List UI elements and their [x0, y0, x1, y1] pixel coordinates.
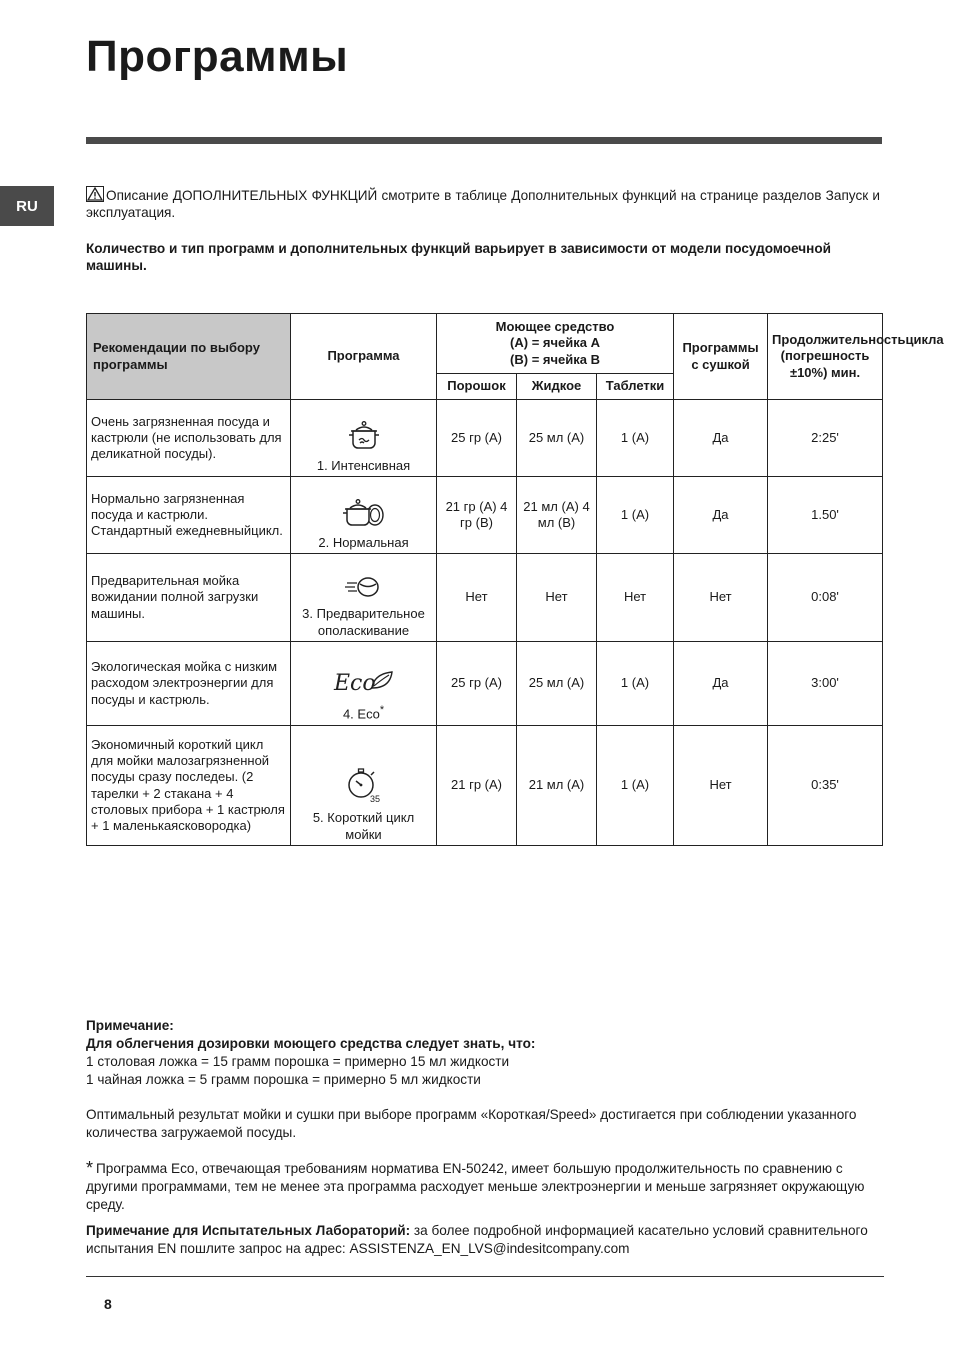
eco-note-text: Программа Eco, отвечающая требованиям норматива EN-50242, имеет большую продолжительность по сравнению с другими программами, тем не менее эта программа расходует меньше электроэнергии и меньше загрязняет окружающую среду.: [86, 1161, 865, 1212]
header-detergent: [437, 314, 674, 374]
eco-leaf-icon: [332, 666, 396, 696]
intro-warning-text: Описание ДОПОЛНИТЕЛЬНЫХ ФУНКЦИЙ смотрите в таблице Дополнительных функций на странице разделов Запуск и эксплуатация.: [86, 188, 880, 220]
row-powder: Нет: [437, 554, 517, 642]
row-drying: Да: [674, 400, 768, 477]
eco-icon-text: Eco: [333, 671, 376, 697]
row-powder: 21 гр (A) 4 гр (B): [437, 477, 517, 554]
row-liquid: Нет: [517, 554, 597, 642]
row-program: [291, 642, 437, 726]
stopwatch-icon-text: 35: [369, 794, 380, 805]
row-powder: 21 гр (A): [437, 726, 517, 846]
row-liquid: 21 мл (A): [517, 726, 597, 846]
header-detergent-a: (A) = ячейка A: [510, 335, 600, 351]
row-program-label: 5. Короткий цикл мойки: [312, 810, 415, 842]
row-powder: 25 гр (A): [437, 642, 517, 726]
header-recommendation: Рекомендации по выбору программы: [87, 314, 291, 400]
row-recommendation: Очень загрязненная посуда и кастрюли (не использовать для деликатной посуды).: [87, 400, 291, 477]
model-variation-note: Количество и тип программ и дополнительных функций варьирует в зависимости от модели посудомоечной машины.: [86, 241, 832, 273]
header-detergent-title: Моющее средство: [495, 319, 615, 335]
row-program-label: 3. Предварительное ополаскивание: [302, 606, 425, 638]
row-tablets: 1 (A): [597, 642, 674, 726]
pot-intensive-icon: [344, 418, 384, 452]
page-number: 8: [104, 1296, 112, 1312]
notes-heading: Примечание:: [86, 1018, 174, 1033]
row-program: [291, 400, 437, 477]
row-liquid: 25 мл (A): [517, 400, 597, 477]
header-drying: Программы с сушкой: [674, 314, 768, 400]
table-row: [87, 726, 883, 846]
row-liquid: 25 мл (A): [517, 642, 597, 726]
table-row: [87, 477, 883, 554]
row-program-label: 2. Нормальная: [318, 534, 409, 550]
row-duration: 0:35': [768, 726, 883, 846]
dosage-line-1: 1 столовая ложка = 15 грамм порошка = примерно 15 мл жидкости: [86, 1054, 510, 1069]
header-detergent-b: (B) = ячейка B: [510, 351, 600, 367]
row-program: [291, 477, 437, 554]
header-duration: Продолжительностьцикла (погрешность ±10%) мин.: [768, 314, 883, 400]
table-row: [87, 554, 883, 642]
row-duration: 1.50': [768, 477, 883, 554]
table-row: [87, 400, 883, 477]
row-drying: Да: [674, 642, 768, 726]
program-table: [86, 313, 944, 846]
header-liquid: Жидкое: [517, 374, 597, 400]
row-liquid: 21 мл (A) 4 мл (B): [517, 477, 597, 554]
row-program-label: 4. Eco: [342, 706, 380, 722]
title-divider: [86, 137, 882, 144]
row-duration: 2:25': [768, 400, 883, 477]
page-title: Программы: [86, 32, 349, 81]
row-recommendation: Предварительная мойка вожидании полной загрузки машины.: [87, 554, 291, 642]
stopwatch-icon: [344, 766, 384, 804]
row-tablets: 1 (A): [597, 726, 674, 846]
pot-plate-icon: [341, 497, 387, 529]
row-program-mark: *: [379, 704, 385, 717]
dosage-line-2: 1 чайная ложка = 5 грамм порошка = примерно 5 мл жидкости: [86, 1072, 481, 1087]
eco-note: [86, 1159, 882, 1214]
lab-note-label: Примечание для Испытательных Лабораторий:: [86, 1223, 411, 1238]
language-tab: RU: [0, 186, 54, 226]
row-drying: Нет: [674, 726, 768, 846]
header-tablets: Таблетки: [597, 374, 674, 400]
row-duration: 0:08': [768, 554, 883, 642]
intro-warning: [86, 186, 880, 221]
dosage-heading: Для облегчения дозировки моющего средства следует знать, что:: [86, 1036, 536, 1051]
header-program: Программа: [291, 314, 437, 400]
row-tablets: 1 (A): [597, 400, 674, 477]
row-program: [291, 726, 437, 846]
row-program-label: 1. Интенсивная: [316, 457, 411, 473]
row-powder: 25 гр (A): [437, 400, 517, 477]
header-powder: Порошок: [437, 374, 517, 400]
row-tablets: 1 (A): [597, 477, 674, 554]
row-tablets: Нет: [597, 554, 674, 642]
table-row: [87, 642, 883, 726]
footer-divider: [86, 1276, 884, 1277]
optimal-result-note: Оптимальный результат мойки и сушки при выборе программ «Короткая/Speed» достигается при соблюдении указанного количества загружаемой посуды.: [86, 1107, 857, 1140]
row-recommendation: Нормально загрязненная посуда и кастрюли. Стандартный ежедневныйцикл.: [87, 477, 291, 554]
eco-note-star: *: [86, 1158, 94, 1178]
warning-icon: [86, 186, 104, 202]
lab-note-text: за более подробной информацией касательно условий сравнительного испытания EN пошлите запрос на адрес: ASSISTENZA_EN_LVS@indesitcompany.com: [86, 1223, 868, 1256]
row-program: [291, 554, 437, 642]
rinse-icon: [344, 574, 384, 600]
row-recommendation: Экологическая мойка с низким расходом электроэнергии для посуды и кастрюль.: [87, 642, 291, 726]
lab-note: [86, 1222, 882, 1258]
row-drying: Нет: [674, 554, 768, 642]
row-recommendation: Экономичный короткий цикл для мойки малозагрязненной посуды сразу последеы. (2 тарелки + 2 стакана + 4 столовых прибора + 1 кастрюля + 1 маленькаясковородка): [87, 726, 291, 846]
row-drying: Да: [674, 477, 768, 554]
row-duration: 3:00': [768, 642, 883, 726]
notes-section: [86, 1017, 882, 1258]
